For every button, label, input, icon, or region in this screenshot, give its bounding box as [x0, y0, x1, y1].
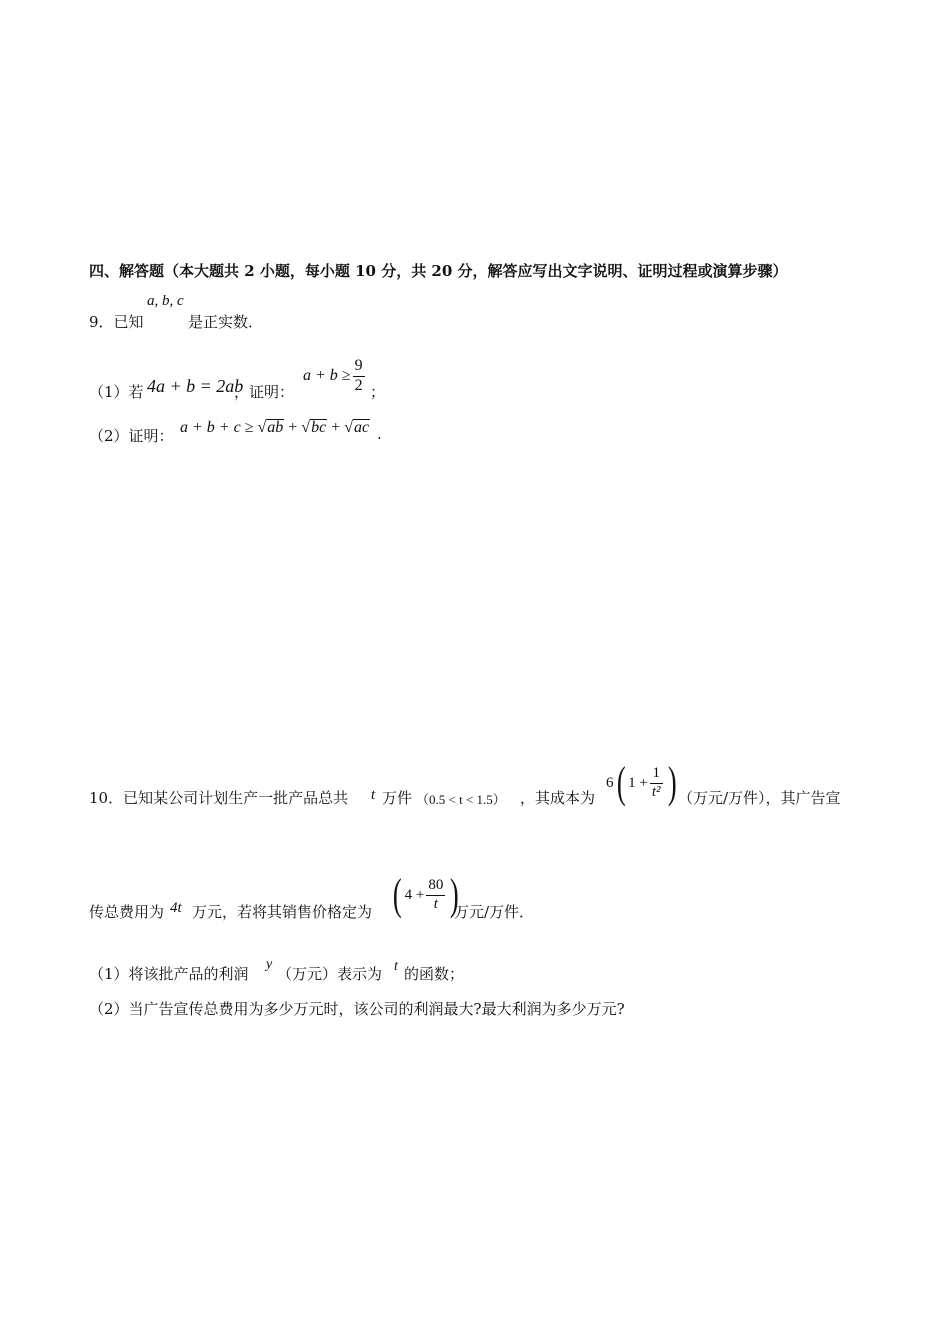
q10-cost-text: ，其成本为: [520, 789, 596, 807]
right-paren: ): [450, 870, 460, 919]
q9-suffix: 是正实数．: [188, 313, 264, 331]
q10-price-formula: [390, 872, 462, 918]
sqrt-icon: √: [257, 419, 267, 436]
q9-part1-mid: ，证明：: [234, 383, 295, 401]
fraction-numerator: 9: [354, 357, 363, 375]
q10-cost-unit: （万元/万件），其广告宣: [678, 789, 841, 807]
price-fraction: [426, 877, 445, 913]
q9-variables: a, b, c: [147, 293, 184, 309]
price-four-plus: 4 +: [404, 886, 425, 903]
q9-part2-lhs: a + b + c ≥: [180, 419, 254, 436]
q9-number: 9．已知: [89, 313, 144, 331]
cost-coefficient: 6: [606, 774, 614, 791]
left-paren: (: [616, 758, 626, 807]
fraction-denominator: 2: [354, 376, 363, 394]
q10-ad-cost: 4t: [170, 900, 182, 916]
cost-fraction-numerator: 1: [652, 765, 660, 782]
q9-part1-inequality: [303, 354, 367, 398]
q10-price-unit: 万元/万件．: [454, 903, 535, 921]
q10-ad-text: 传总费用为: [89, 903, 165, 921]
q9-part2-end: .: [377, 425, 382, 443]
q9-part1-condition: 4a + b = 2ab: [147, 376, 244, 396]
sqrt-ac: ac: [354, 419, 370, 436]
sqrt-bc: bc: [311, 419, 327, 436]
left-paren: (: [392, 870, 402, 919]
right-paren: ): [667, 758, 677, 807]
q10-cost-formula: [606, 760, 679, 806]
plus-sign: +: [331, 419, 341, 436]
q10-price-text: 万元，若将其销售价格定为: [192, 903, 373, 921]
q9-part1-label: （1）若: [89, 383, 144, 401]
q10-t-var-2: t: [394, 959, 398, 974]
q9-part1-end: ；: [370, 383, 386, 401]
cost-fraction: [650, 765, 663, 801]
q9-part2-inequality: [180, 419, 370, 437]
sqrt-ab: ab: [267, 419, 284, 436]
q10-intro: 10．已知某公司计划生产一批产品总共: [89, 789, 349, 807]
q10-y-var: y: [266, 957, 273, 972]
price-fraction-denominator: t: [426, 895, 445, 913]
cost-fraction-denominator: t²: [651, 783, 661, 800]
q10-units: 万件: [382, 789, 413, 807]
q10-part1-end: 的函数；: [404, 965, 465, 983]
sqrt-icon: √: [344, 419, 353, 436]
q10-part1-mid: （万元）表示为: [277, 965, 383, 983]
cost-one-plus: 1 +: [628, 774, 648, 791]
q9-part2-label: （2）证明：: [89, 427, 174, 445]
section-heading: 四、解答题（本大题共 2 小题，每小题 10 分，共 20 分，解答应写出文字说明、证明过程或演算步骤）: [89, 262, 788, 280]
fraction-nine-halves: [353, 357, 365, 395]
sqrt-icon: √: [301, 419, 311, 436]
q10-t-var: t: [371, 787, 376, 803]
q9-part1-lhs: a + b ≥: [303, 367, 351, 384]
q10-part2: （2）当广告宣传总费用为多少万元时，该公司的利润最大?最大利润为多少万元?: [89, 1000, 625, 1018]
plus-sign: +: [288, 419, 298, 436]
price-fraction-numerator: 80: [428, 877, 444, 894]
q10-range: （0.5 < t < 1.5）: [416, 792, 506, 807]
q10-part1-label: （1）将该批产品的利润: [89, 965, 249, 983]
